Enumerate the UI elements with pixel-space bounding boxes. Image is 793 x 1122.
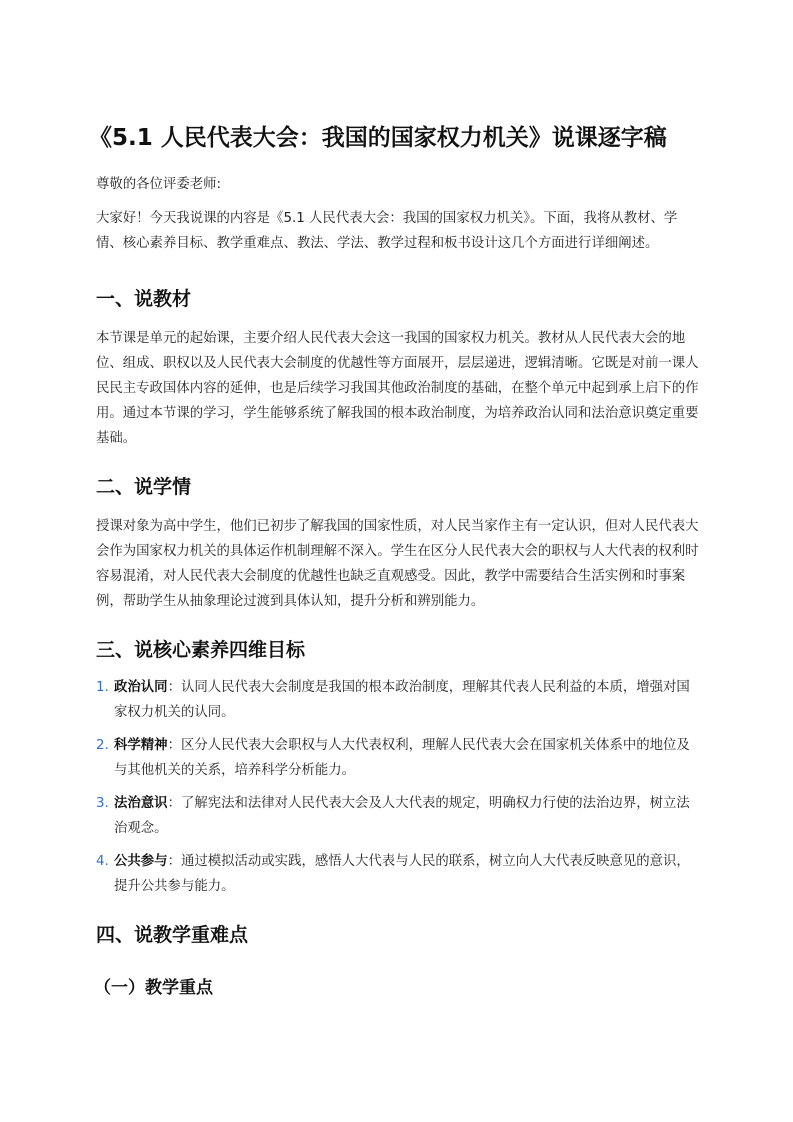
list-number: 1. (96, 680, 109, 695)
goals-list (96, 675, 700, 899)
page-title: 《5.1 人民代表大会：我国的国家权力机关》说课逐字稿 (89, 125, 667, 151)
section-title-key-points: 四、说教学重难点 (96, 924, 249, 946)
goal-term: 科学精神 (114, 738, 168, 753)
section-title-goals: 三、说核心素养四维目标 (96, 639, 306, 661)
list-item (96, 791, 700, 841)
list-number: 3. (96, 796, 109, 811)
document-page (89, 118, 700, 1002)
salutation: 尊敬的各位评委老师: (96, 177, 222, 192)
section-title-students: 二、说学情 (96, 476, 192, 498)
list-number: 4. (96, 854, 109, 869)
section-title-textbook: 一、说教材 (96, 288, 192, 310)
goal-text: ：通过模拟活动或实践，感悟人大代表与人民的联系，树立向人大代表反映意见的意识，提升公共参与能力。 (114, 854, 690, 894)
goal-term: 法治意识 (114, 796, 168, 811)
goal-text: ：认同人民代表大会制度是我国的根本政治制度，理解其代表人民利益的本质，增强对国家权力机关的认同。 (114, 680, 690, 720)
goal-term: 政治认同 (114, 680, 168, 695)
list-number: 2. (96, 738, 109, 753)
list-item (96, 849, 700, 899)
section-body-textbook: 本节课是单元的起始课，主要介绍人民代表大会这一我国的国家权力机关。教材从人民代表大会的地位、组成、职权以及人民代表大会制度的优越性等方面展开，层层递进，逻辑清晰。它既是对前一课人民民主专政国体内容的延伸，也是后续学习我国其他政治制度的基础，在整个单元中起到承上启下的作用。通过本节课的学习，学生能够系统了解我国的根本政治制度，为培养政治认同和法治意识奠定重要基础。 (96, 331, 699, 446)
goal-text: ：区分人民代表大会职权与人大代表权利，理解人民代表大会在国家机关体系中的地位及与其他机关的关系，培养科学分析能力。 (114, 738, 690, 778)
subsection-title-teaching-focus: （一）教学重点 (94, 978, 213, 998)
goal-text: ：了解宪法和法律对人民代表大会及人大代表的规定，明确权力行使的法治边界，树立法治观念。 (114, 796, 690, 836)
intro-paragraph: 大家好！今天我说课的内容是《5.1 人民代表大会：我国的国家权力机关》。下面，我将从教材、学情、核心素养目标、教学重难点、教法、学法、教学过程和板书设计这几个方面进行详细阐述。 (96, 211, 678, 251)
goal-term: 公共参与 (114, 854, 168, 869)
section-body-students: 授课对象为高中学生，他们已初步了解我国的国家性质，对人民当家作主有一定认识，但对人民代表大会作为国家权力机关的具体运作机制理解不深入。学生在区分人民代表大会的职权与人大代表的权利时容易混淆，对人民代表大会制度的优越性也缺乏直观感受。因此，教学中需要结合生活实例和时事案例，帮助学生从抽象理论过渡到具体认知，提升分析和辨别能力。 (96, 519, 699, 609)
list-item (96, 733, 700, 783)
list-item (96, 675, 700, 725)
